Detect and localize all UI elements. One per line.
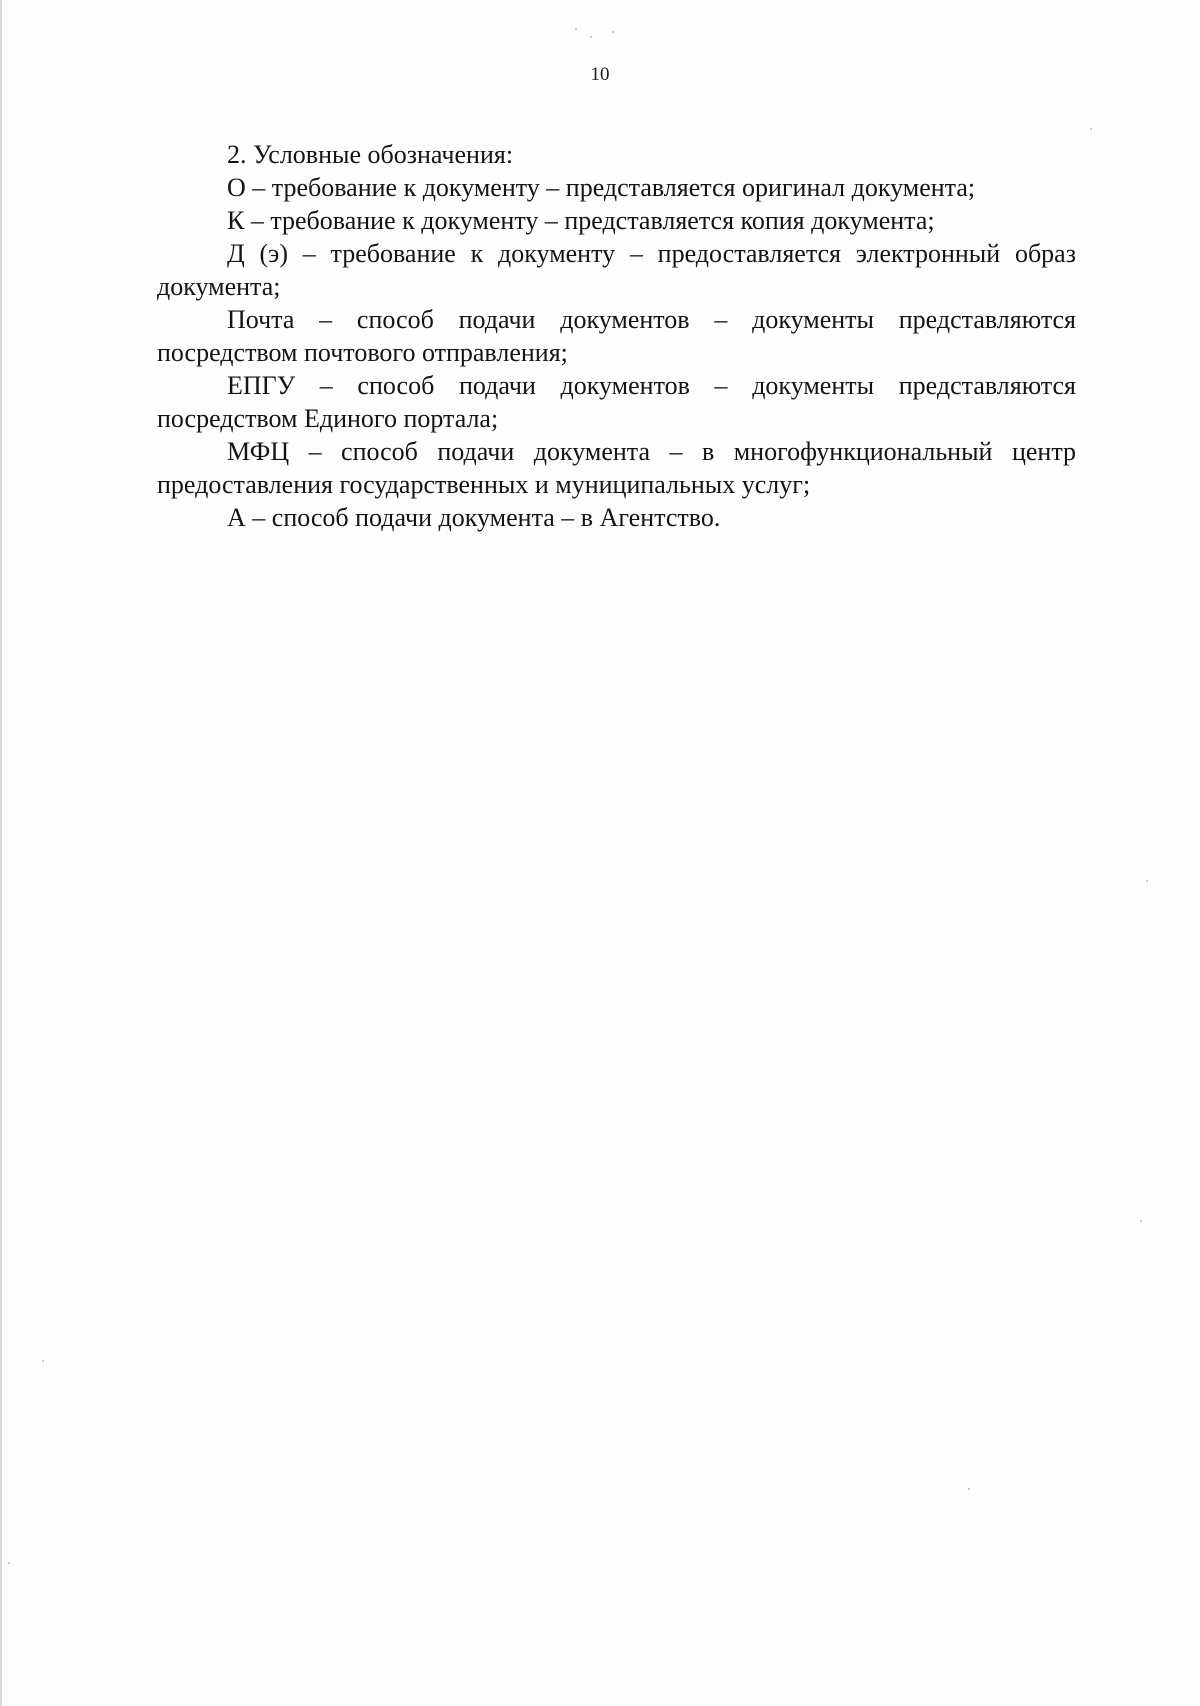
section-heading: 2. Условные обозначения: xyxy=(227,140,514,169)
legend-item-mfc: МФЦ – способ подачи документа – в многофункциональный центр предоставления государственных и муниципальных услуг; xyxy=(157,437,1076,499)
legend-item-post: Почта – способ подачи документов – документы представляются посредством почтового отправления; xyxy=(157,305,1076,367)
document-body xyxy=(157,138,1076,534)
scan-speck xyxy=(42,1360,44,1362)
legend-item-electronic: Д (э) – требование к документу – предоставляется электронный образ документа; xyxy=(157,239,1076,301)
legend-item-original: О – требование к документу – представляется оригинал документа; xyxy=(227,173,976,202)
page-number: 10 xyxy=(590,64,610,85)
scan-speck xyxy=(612,31,614,33)
scan-edge xyxy=(0,0,2,1706)
scan-speck xyxy=(1140,1220,1142,1222)
legend-item-copy: К – требование к документу – представляется копия документа; xyxy=(227,206,935,235)
scan-speck xyxy=(590,36,592,38)
scan-speck xyxy=(1146,880,1148,882)
scan-speck xyxy=(575,28,577,30)
scan-speck xyxy=(8,1562,10,1564)
scan-speck xyxy=(1090,128,1092,130)
legend-item-epgu: ЕПГУ – способ подачи документов – документы представляются посредством Единого портала; xyxy=(157,371,1076,433)
scan-speck xyxy=(968,1488,970,1490)
legend-item-agency: А – способ подачи документа – в Агентство. xyxy=(227,503,721,532)
